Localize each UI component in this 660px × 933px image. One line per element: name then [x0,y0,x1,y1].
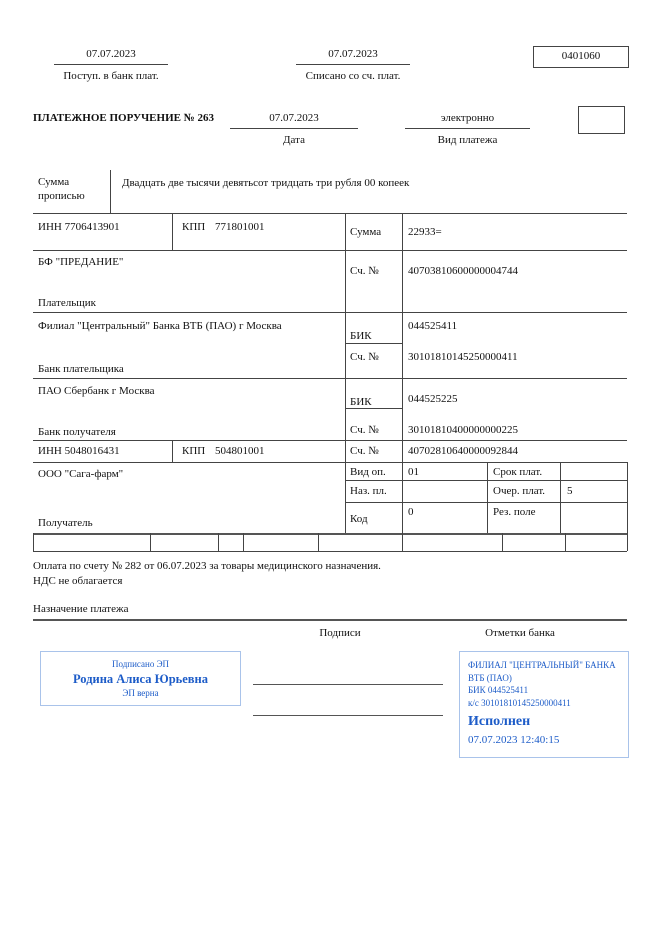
e-signature-stamp [40,651,241,706]
rez-pole-label: Рез. поле [493,506,536,518]
payer-bank-bik: 044525411 [408,320,458,332]
bank-stamp-corr-account: к/с 30101810145250000411 [468,697,571,708]
payer-bank-account: 30101810145250000411 [408,351,518,363]
purpose-section-label: Назначение платежа [33,603,129,615]
table-line [402,213,403,533]
ocher-plat-label: Очер. плат. [493,485,546,497]
bank-stamp-datetime: 07.07.2023 12:40:15 [468,734,560,747]
payee-kpp: 504801001 [215,445,265,457]
bank-marks-label: Отметки банка [485,627,555,639]
payee-account: 40702810640000092844 [408,445,518,457]
table-line [345,480,627,481]
bank-stamp-bank-name: ФИЛИАЛ "ЦЕНТРАЛЬНЫЙ" БАНКА ВТБ (ПАО) [468,660,616,683]
table-line [33,551,627,552]
table-line [560,462,561,533]
form-code-box [533,46,629,68]
payer-bank-section-label: Банк плательщика [38,363,124,375]
ocher-plat-value: 5 [567,485,573,497]
table-line [33,250,627,251]
table-line [33,213,627,214]
table-line [172,440,173,462]
table-line [110,170,111,213]
debited-date: 07.07.2023 [296,48,410,65]
purpose-line-2: НДС не облагается [33,575,123,587]
payment-kind-value: электронно [405,112,530,129]
e-signature-signer-name: Родина Алиса Юрьевна [72,671,209,686]
table-line [218,533,219,551]
kod-value: 0 [408,506,414,518]
table-line [318,533,319,551]
sum-value: 22933= [408,226,442,238]
e-signature-stamp-line1: Подписано ЭП [111,659,170,669]
signatures-label: Подписи [319,627,361,639]
payee-inn: ИНН 5048016431 [38,445,120,457]
sum-label: Сумма [350,226,382,238]
payer-kpp-label: КПП [182,221,206,233]
payee-bank-account-label: Сч. № [350,424,379,436]
payee-account-label: Сч. № [350,445,379,457]
vid-op-value: 01 [408,466,419,478]
bank-stamp-bik: БИК 044525411 [468,685,529,696]
table-line [150,533,151,551]
payer-status-box [578,106,625,134]
bank-mark-stamp [459,651,629,758]
table-line [172,213,173,250]
payment-kind-label: Вид платежа [437,134,498,146]
payee-bank-bik: 044525225 [408,393,458,405]
payee-bank-name: ПАО Сбербанк г Москва [38,385,155,397]
document-title: ПЛАТЕЖНОЕ ПОРУЧЕНИЕ № 263 [33,112,215,124]
table-line [345,343,402,344]
payer-bank-account-label: Сч. № [350,351,379,363]
payer-account: 40703810600000004744 [408,265,518,277]
bank-stamp-status: Исполнен [468,714,531,730]
payer-name: БФ "ПРЕДАНИЕ" [38,256,124,268]
naz-pl-label: Наз. пл. [350,485,387,497]
received-in-bank-label: Поступ. в банк плат. [63,70,159,82]
table-line [33,312,627,313]
amount-in-words-label: Сумма прописью [38,176,85,202]
payer-kpp: 771801001 [215,221,265,233]
table-line [33,533,34,551]
table-line [33,440,627,441]
amount-in-words: Двадцать две тысячи девятьсот тридцать три рубля 00 копеек [122,177,410,189]
document-date-label: Дата [283,134,305,146]
payer-account-label: Сч. № [350,265,379,277]
form-code: 0401060 [561,50,601,62]
table-line [345,502,627,503]
payee-bank-bik-label: БИК [350,396,372,408]
document-date: 07.07.2023 [230,112,358,129]
payee-name: ООО "Сага-фарм" [38,468,124,480]
payee-section-label: Получатель [38,517,93,529]
table-line [627,462,628,551]
table-line [33,533,627,535]
table-line [243,533,244,551]
kod-label: Код [350,513,368,525]
table-line [345,213,346,533]
payer-section-label: Плательщик [38,297,96,309]
debited-label: Списано со сч. плат. [305,70,401,82]
table-line [33,462,627,463]
signature-line-2 [253,715,443,716]
table-line [33,619,627,621]
signature-line-1 [253,684,443,685]
received-in-bank-date: 07.07.2023 [54,48,168,65]
payer-inn: ИНН 7706413901 [38,221,120,233]
payer-bank-name: Филиал "Центральный" Банка ВТБ (ПАО) г Москва [38,320,282,332]
srok-plat-label: Срок плат. [493,466,543,478]
e-signature-stamp-line3: ЭП верна [122,687,159,698]
payee-kpp-label: КПП [182,445,206,457]
payee-bank-account: 30101810400000000225 [408,424,518,436]
payee-bank-section-label: Банк получателя [38,426,116,438]
table-line [487,462,488,533]
vid-op-label: Вид оп. [350,466,386,478]
table-line [345,408,402,409]
payer-bank-bik-label: БИК [350,330,372,342]
table-line [565,533,566,551]
table-line [402,533,403,551]
table-line [502,533,503,551]
purpose-line-1: Оплата по счету № 282 от 06.07.2023 за товары медицинского назначения. [33,560,381,572]
table-line [33,378,627,379]
